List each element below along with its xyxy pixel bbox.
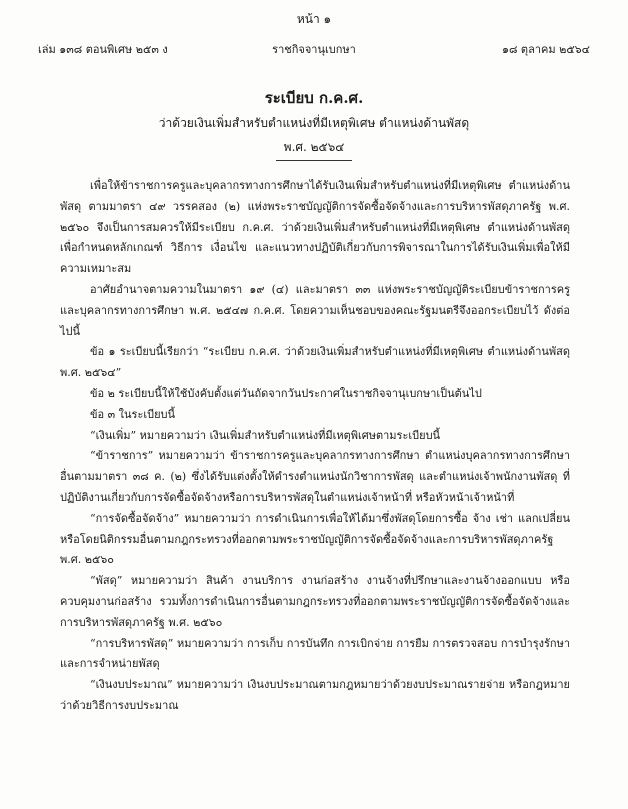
definition-budget: “เงินงบประมาณ” หมายความว่า เงินงบประมาณตามกฎหมายว่าด้วยงบประมาณรายจ่าย หรือกฎหมายว่าด้วยวิธีการงบประมาณ: [60, 678, 570, 712]
volume-issue: เล่ม ๑๓๘ ตอนพิเศษ ๒๕๓ ง: [38, 43, 168, 56]
definition-allowance: “เงินเพิ่ม” หมายความว่า เงินเพิ่มสำหรับตำแหน่งที่มีเหตุพิเศษตามระเบียบนี้: [90, 428, 441, 442]
document-title: ระเบียบ ก.ค.ศ.: [264, 89, 364, 107]
gazette-header: [38, 40, 590, 56]
definition-official: “ข้าราชการ” หมายความว่า ข้าราชการครูและบุคลากรทางการศึกษา ตำแหน่งบุคลากรทางการศึกษาอื่นตามมาตรา ๓๘ ค. (๒) ซึ่งได้รับแต่งตั้งให้ดำรงตำแหน่งนักวิชาการพัสดุ และตำแหน่งเจ้าพนักงานพัสดุ ที่ปฏิบัติงานเกี่ยวกับการจัดซื้อจัดจ้างหรือการบริหารพัสดุในตำแหน่งเจ้าหน้าที่ หรือหัวหน้าเจ้าหน้าที่: [60, 449, 570, 504]
title-divider: [276, 160, 352, 161]
clause-3: ข้อ ๓ ในระเบียบนี้: [90, 407, 176, 421]
document-year: พ.ศ. ๒๕๖๔: [283, 140, 345, 154]
publication-date: ๑๘ ตุลาคม ๒๕๖๔: [501, 43, 590, 56]
clause-1: ข้อ ๑ ระเบียบนี้เรียกว่า “ระเบียบ ก.ค.ศ. ว่าด้วยเงินเพิ่มสำหรับตำแหน่งที่มีเหตุพิเศษ ตำแหน่งด้านพัสดุ พ.ศ. ๒๕๖๔”: [60, 345, 570, 380]
document-subtitle: ว่าด้วยเงินเพิ่มสำหรับตำแหน่งที่มีเหตุพิเศษ ตำแหน่งด้านพัสดุ: [158, 116, 470, 130]
clause-2: ข้อ ๒ ระเบียบนี้ให้ใช้บังคับตั้งแต่วันถัดจากวันประกาศในราชกิจจานุเบกษาเป็นต้นไป: [90, 386, 482, 400]
definition-supply-management: “การบริหารพัสดุ” หมายความว่า การเก็บ การบันทึก การเบิกจ่าย การยืม การตรวจสอบ การบำรุงรักษา และการจำหน่ายพัสดุ: [60, 636, 570, 671]
document-body: [60, 176, 570, 717]
page-number: หน้า ๑: [296, 12, 332, 26]
definition-supplies: “พัสดุ” หมายความว่า สินค้า งานบริการ งานก่อสร้าง งานจ้างที่ปรึกษาและงานจ้างออกแบบ หรือควบคุมงานก่อสร้าง รวมทั้งการดำเนินการอื่นตามกฎกระทรวงที่ออกตามพระราชบัญญัติการจัดซื้อจัดจ้างและการบริหารพัสดุภาครัฐ พ.ศ. ๒๕๖๐: [60, 574, 570, 629]
authority-paragraph: อาศัยอำนาจตามความในมาตรา ๑๙ (๔) และมาตรา ๓๓ แห่งพระราชบัญญัติระเบียบข้าราชการครูและบุคลากรทางการศึกษา พ.ศ. ๒๕๔๗ ก.ค.ศ. โดยความเห็นชอบของคณะรัฐมนตรีจึงออกระเบียบไว้ ดังต่อไปนี้: [60, 282, 570, 338]
publication-name: ราชกิจจานุเบกษา: [272, 43, 356, 56]
preamble-paragraph: เพื่อให้ข้าราชการครูและบุคลากรทางการศึกษาได้รับเงินเพิ่มสำหรับตำแหน่งที่มีเหตุพิเศษ ตำแหน่งด้านพัสดุ ตามมาตรา ๔๙ วรรคสอง (๒) แห่งพระราชบัญญัติการจัดซื้อจัดจ้างและการบริหารพัสดุภาครัฐ พ.ศ. ๒๕๖๐ จึงเป็นการสมควรให้มีระเบียบ ก.ค.ศ. ว่าด้วยเงินเพิ่มสำหรับตำแหน่งที่มีเหตุพิเศษ ตำแหน่งด้านพัสดุ เพื่อกำหนดหลักเกณฑ์ วิธีการ เงื่อนไข และแนวทางปฏิบัติเกี่ยวกับการพิจารณาในการได้รับเงินเพิ่มเพื่อให้มีความเหมาะสม: [60, 179, 570, 276]
definition-procurement: “การจัดซื้อจัดจ้าง” หมายความว่า การดำเนินการเพื่อให้ได้มาซึ่งพัสดุโดยการซื้อ จ้าง เช่า แลกเปลี่ยน หรือโดยนิติกรรมอื่นตามกฎกระทรวงที่ออกตามพระราชบัญญัติการจัดซื้อจัดจ้างและการบริหารพัสดุภาครัฐ พ.ศ. ๒๕๖๐: [60, 511, 570, 567]
